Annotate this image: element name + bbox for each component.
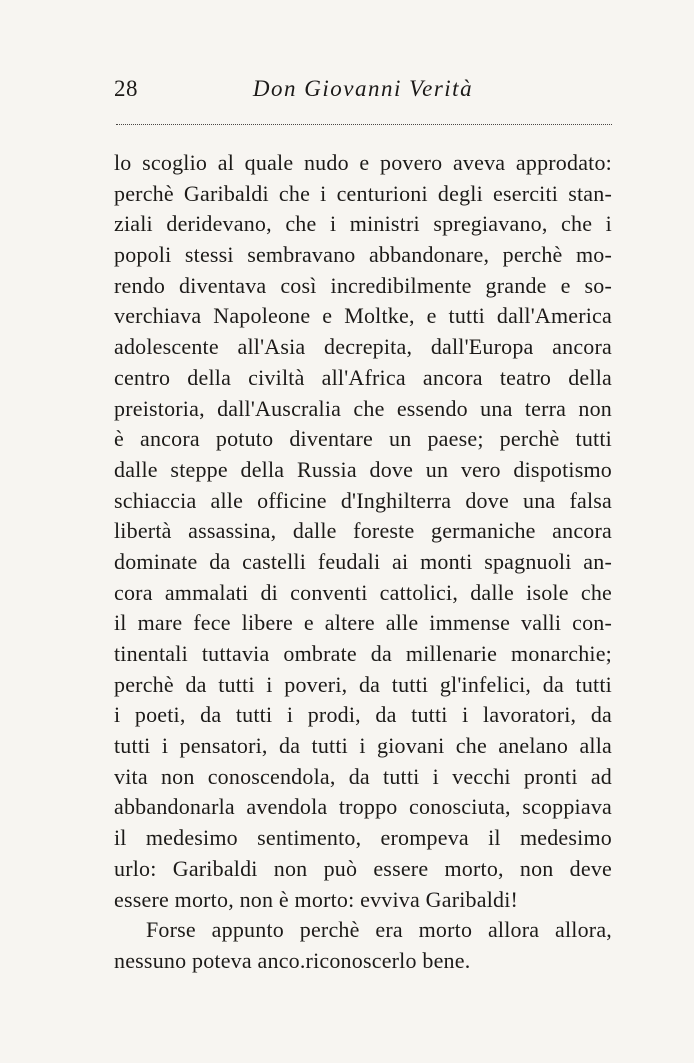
text-line: vita non conoscendola, da tutti i vecchi pronti ad [114, 763, 612, 789]
text-line: schiaccia alle officine d'Inghilterra dove una falsa [114, 487, 612, 513]
text-line: adolescente all'Asia decrepita, dall'Europa ancora [114, 334, 612, 360]
header-rule [116, 124, 612, 125]
page-number: 28 [114, 76, 138, 101]
text-line: il medesimo sentimento, erompeva il medesimo [114, 825, 612, 851]
text-line: centro della civiltà all'Africa ancora teatro della [114, 364, 612, 390]
paragraph [114, 915, 612, 976]
text-line: nessuno poteva anco.riconoscerlo bene. [114, 947, 471, 973]
text-line: lo scoglio al quale nudo e povero aveva approdato: [114, 150, 612, 175]
text-line: cora ammalati di conventi cattolici, dalle isole che [114, 579, 612, 605]
text-line: preistoria, dall'Auscralia che essendo una terra non [114, 395, 612, 421]
text-line: essere morto, non è morto: evviva Garibaldi! [114, 886, 519, 912]
text-line: i poeti, da tutti i prodi, da tutti i lavoratori, da [114, 702, 612, 728]
body-text [114, 148, 612, 977]
running-title: Don Giovanni Verità [252, 76, 474, 101]
text-line: dominate da castelli feudali ai monti spagnuoli an- [114, 548, 612, 574]
page-header [114, 76, 612, 110]
text-line: Forse appunto perchè era morto allora allora, [146, 917, 612, 943]
text-line: tinentali tuttavia ombrate da millenarie monarchie; [114, 641, 612, 666]
text-line: dalle steppe della Russia dove un vero dispotismo [114, 456, 612, 482]
text-line: perchè da tutti i poveri, da tutti gl'infelici, da tutti [114, 671, 612, 697]
text-line: urlo: Garibaldi non può essere morto, non deve [114, 855, 612, 881]
paragraph [114, 148, 612, 915]
text-line: tutti i pensatori, da tutti i giovani che anelano alla [114, 733, 612, 759]
text-line: abbandonarla avendola troppo conosciuta, scoppiava [114, 794, 612, 820]
text-line: rendo diventava così incredibilmente grande e so- [114, 272, 612, 298]
text-line: verchiava Napoleone e Moltke, e tutti dall'America [114, 303, 612, 329]
text-line: il mare fece libere e altere alle immense valli con- [114, 610, 612, 636]
text-line: ziali deridevano, che i ministri spregiavano, che i [114, 211, 612, 237]
text-line: perchè Garibaldi che i centurioni degli eserciti stan- [114, 180, 612, 206]
text-line: popoli stessi sembravano abbandonare, perchè mo- [114, 242, 612, 268]
text-line: libertà assassina, dalle foreste germaniche ancora [114, 518, 612, 544]
text-line: è ancora potuto diventare un paese; perchè tutti [114, 426, 612, 452]
